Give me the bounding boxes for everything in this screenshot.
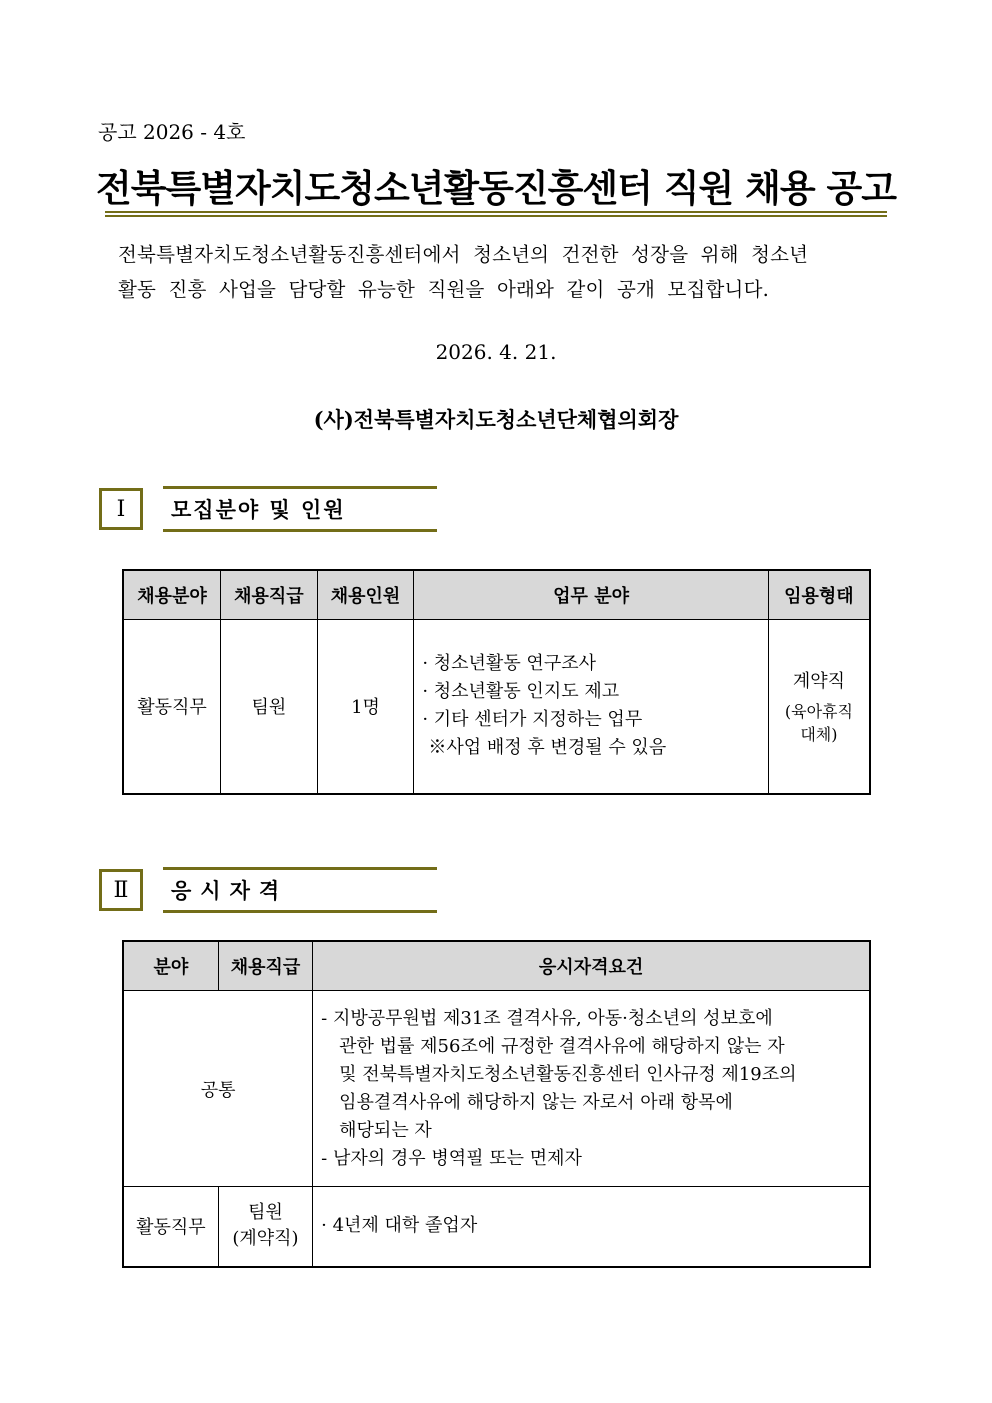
cell-count: 1명 <box>317 620 414 794</box>
cell-employment-type <box>768 620 870 794</box>
section-1-number: Ⅰ <box>99 488 143 530</box>
rank-type: (계약직) <box>232 1228 299 1250</box>
table-row <box>123 991 870 1187</box>
header-area: 분야 <box>123 941 218 991</box>
intro-line-2: 활동 진흥 사업을 담당할 유능한 직원을 아래와 같이 공개 모집합니다. <box>118 278 770 301</box>
duty-note: ※사업 배정 후 변경될 수 있음 <box>428 737 667 759</box>
requirement-line: - 지방공무원법 제31조 결격사유, 아동·청소년의 성보호에 <box>321 1007 773 1029</box>
header-rank: 채용직급 <box>218 941 312 991</box>
header-duties: 업무 분야 <box>414 570 769 620</box>
table-row <box>123 620 870 794</box>
cell-field: 활동직무 <box>123 620 221 794</box>
table-row <box>123 1187 870 1267</box>
employment-note: (육아휴직 <box>784 702 853 722</box>
section-2-number: Ⅱ <box>99 869 143 911</box>
duty-item: · 청소년활동 연구조사 <box>422 653 596 675</box>
duty-item: · 기타 센터가 지정하는 업무 <box>422 709 643 731</box>
header-requirements: 응시자격요건 <box>313 941 870 991</box>
requirement-line: 관한 법률 제56조에 규정한 결격사유에 해당하지 않는 자 <box>339 1035 785 1057</box>
cell-common-requirements <box>313 991 870 1187</box>
recruitment-table-header <box>123 570 870 620</box>
section-1-title: 모집분야 및 인원 <box>163 486 437 532</box>
cell-common: 공통 <box>123 991 313 1187</box>
rank-label: 팀원 <box>248 1202 283 1224</box>
page-title: 전북특별자치도청소년활동진흥센터 직원 채용 공고 <box>96 166 896 210</box>
qualification-table <box>122 940 871 1268</box>
signer: (사)전북특별자치도청소년단체협의회장 <box>313 407 679 432</box>
employment-type: 계약직 <box>792 671 845 693</box>
cell-requirement: · 4년제 대학 졸업자 <box>313 1187 870 1267</box>
notice-number: 공고 2026 - 4호 <box>98 120 246 144</box>
header-rank: 채용직급 <box>221 570 318 620</box>
requirement-line: 임용결격사유에 해당하지 않는 자로서 아래 항목에 <box>339 1091 733 1113</box>
qualification-table-header <box>123 941 870 991</box>
intro-line-1: 전북특별자치도청소년활동진흥센터에서 청소년의 건전한 성장을 위해 청소년 <box>118 243 809 266</box>
requirement-line: 해당되는 자 <box>339 1119 432 1141</box>
cell-rank <box>218 1187 312 1267</box>
section-2-title: 응시자격 <box>163 867 437 913</box>
cell-rank: 팀원 <box>221 620 318 794</box>
cell-field: 활동직무 <box>123 1187 218 1267</box>
title-double-rule <box>105 211 887 217</box>
header-field: 채용분야 <box>123 570 221 620</box>
notice-date: 2026. 4. 21. <box>435 340 557 364</box>
duty-item: · 청소년활동 인지도 제고 <box>422 681 620 703</box>
cell-duties <box>414 620 769 794</box>
recruitment-table <box>122 569 871 795</box>
header-employment-type: 임용형태 <box>768 570 870 620</box>
requirement-line: - 남자의 경우 병역필 또는 면제자 <box>321 1147 582 1169</box>
header-count: 채용인원 <box>317 570 414 620</box>
requirement-line: 및 전북특별자치도청소년활동진흥센터 인사규정 제19조의 <box>339 1063 797 1085</box>
employment-note: 대체) <box>800 725 838 745</box>
